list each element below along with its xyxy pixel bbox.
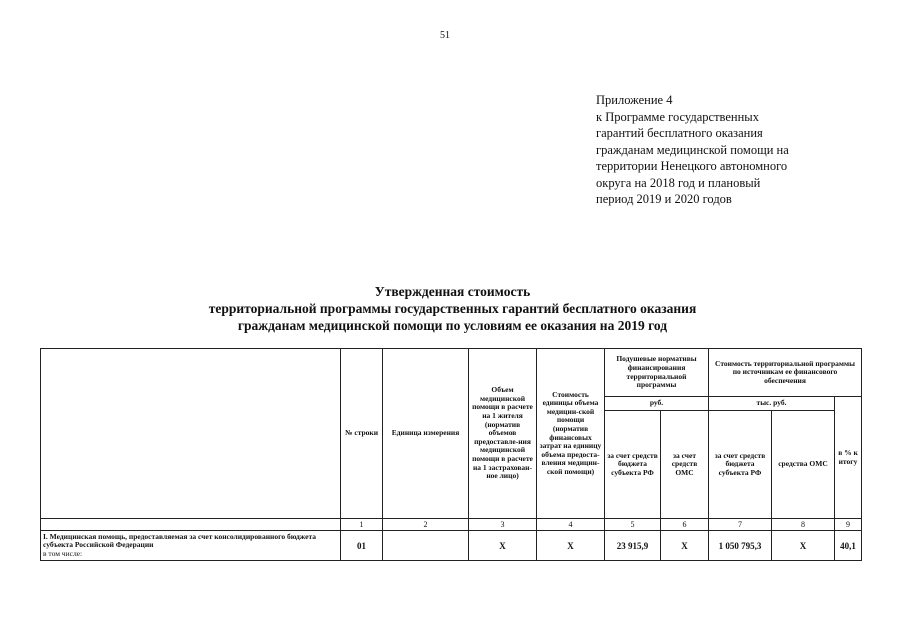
column-number: 1 — [341, 519, 383, 531]
header-unit: Единица измерения — [383, 349, 469, 519]
header-per-capita-unit: руб. — [605, 397, 709, 411]
row-label-main: I. Медицинская помощь, предоставляемая за счет консолидированного бюджета субъекта Российской Федерации — [43, 531, 316, 550]
column-number: 7 — [709, 519, 772, 531]
header-per-capita-oms: за счет средств ОМС — [661, 411, 709, 519]
header-total-pct: в % к итогу — [835, 397, 862, 519]
header-unit-cost: Стоимость единицы объема медицин-ской помощи (норматив финансовых затрат на единицу объема предоста-вления медицин-ской помощи) — [537, 349, 605, 519]
appendix-line: округа на 2018 год и плановый — [596, 175, 761, 190]
document-title — [0, 283, 905, 334]
table-row — [41, 531, 862, 561]
header-row-number: № строки — [341, 349, 383, 519]
cell-volume: X — [469, 531, 537, 561]
column-number: 4 — [537, 519, 605, 531]
header-total-group: Стоимость территориальной программы по источникам ее финансового обеспечения — [709, 349, 862, 397]
column-number: 2 — [383, 519, 469, 531]
cell-unit-cost: X — [537, 531, 605, 561]
column-number: 9 — [835, 519, 862, 531]
header-per-capita-group: Подушевые нормативы финансирования территориальной программы — [605, 349, 709, 397]
column-number-blank — [41, 519, 341, 531]
title-line: Утвержденная стоимость — [374, 284, 531, 299]
appendix-line: гарантий бесплатного оказания — [596, 126, 763, 140]
page-number: 51 — [440, 30, 450, 41]
column-number: 6 — [661, 519, 709, 531]
cell-per-capita-oms: X — [661, 531, 709, 561]
column-number: 3 — [469, 519, 537, 531]
appendix-line: гражданам медицинской помощи на — [596, 142, 789, 157]
cell-unit — [383, 531, 469, 561]
cell-total-oms: X — [772, 531, 835, 561]
cell-total-budget: 1 050 795,3 — [709, 531, 772, 561]
appendix-note — [596, 92, 789, 208]
title-line: территориальной программы государственных гарантий бесплатного оказания — [208, 301, 697, 316]
header-volume: Объем медицинской помощи в расчете на 1 жителя (норматив объемов предоставле-ния медицинской помощи в расчете на 1 застрахован-ное лицо) — [469, 349, 537, 519]
cell-total-pct: 40,1 — [835, 531, 862, 561]
cell-row-number: 01 — [341, 531, 383, 561]
header-total-unit: тыс. руб. — [709, 397, 835, 411]
row-label — [41, 531, 341, 561]
appendix-line: период 2019 и 2020 годов — [596, 192, 732, 206]
header-total-budget: за счет средств бюджета субъекта РФ — [709, 411, 772, 519]
cost-table — [40, 348, 862, 561]
column-number: 5 — [605, 519, 661, 531]
header-description — [41, 349, 341, 519]
header-total-oms: средства ОМС — [772, 411, 835, 519]
header-per-capita-budget: за счет средств бюджета субъекта РФ — [605, 411, 661, 519]
column-number: 8 — [772, 519, 835, 531]
title-line: гражданам медицинской помощи по условиям ее оказания на 2019 год — [237, 318, 668, 333]
row-label-note: в том числе: — [43, 548, 83, 558]
cell-per-capita-budget: 23 915,9 — [605, 531, 661, 561]
appendix-line: Приложение 4 — [596, 93, 673, 107]
appendix-line: к Программе государственных — [596, 109, 759, 124]
appendix-line: территории Ненецкого автономного — [596, 159, 788, 173]
